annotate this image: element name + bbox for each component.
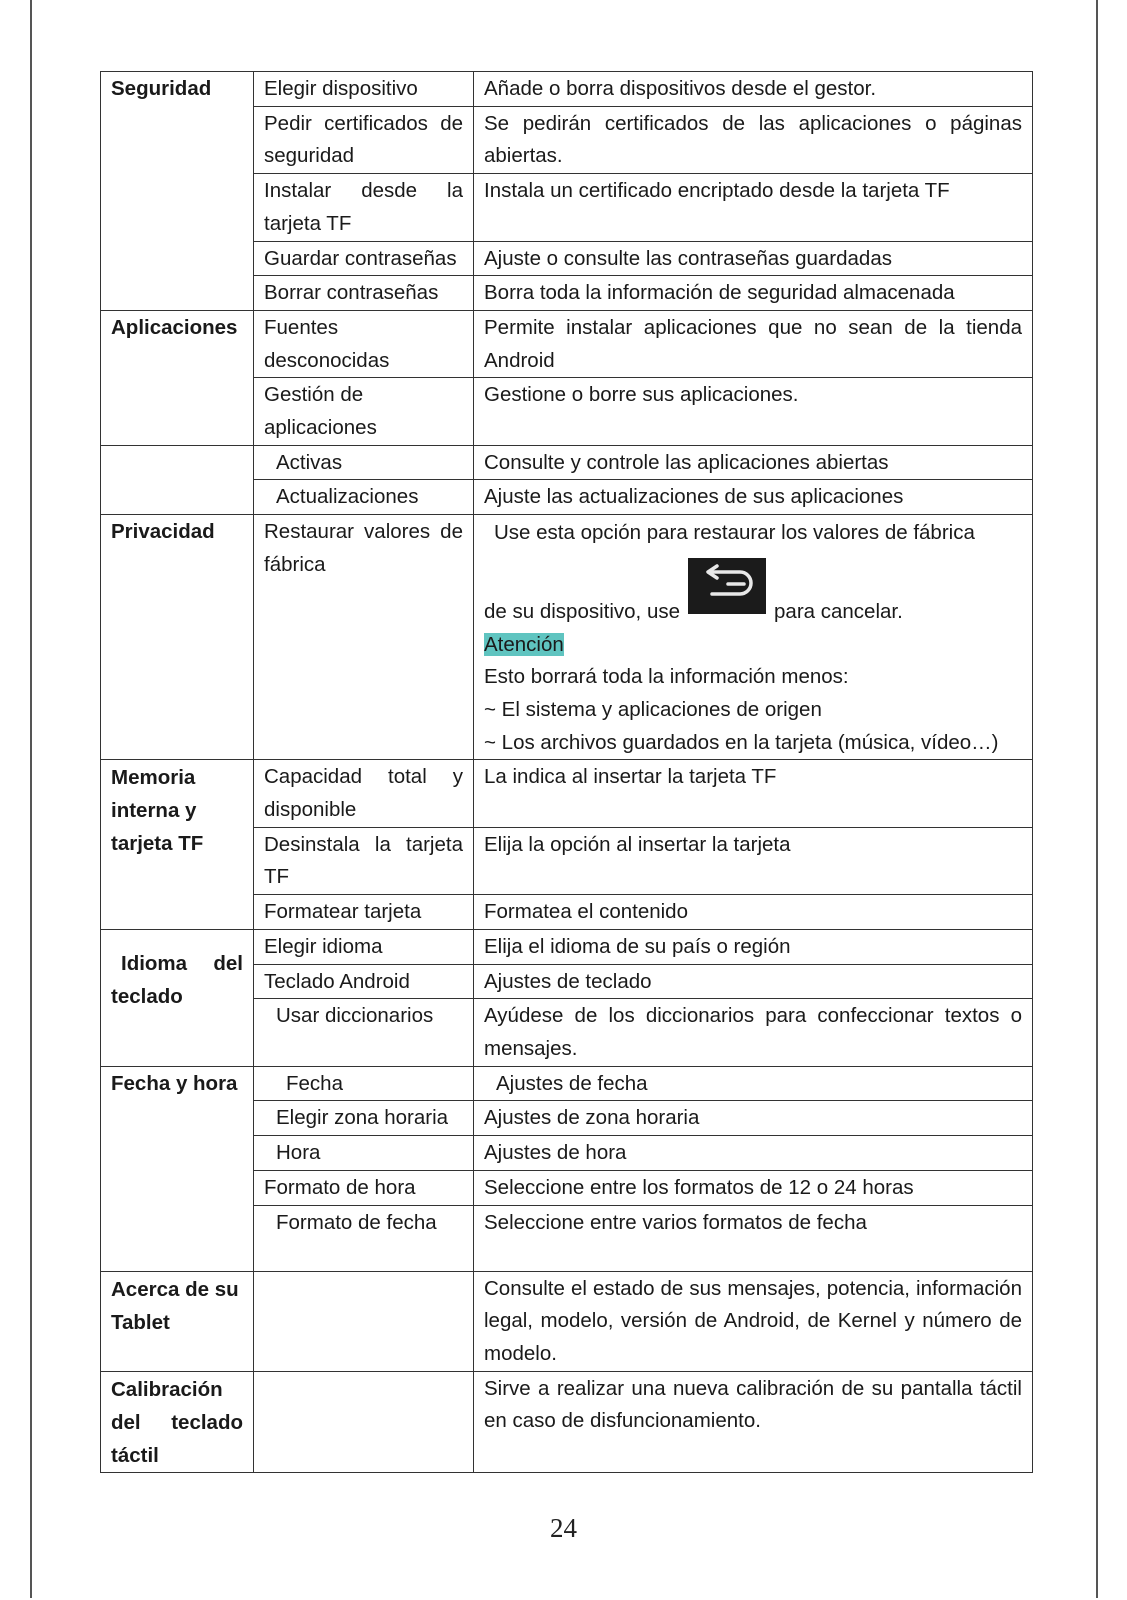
restore-description-line: Esto borrará toda la información menos:	[484, 665, 849, 689]
description-cell: Seleccione entre los formatos de 12 o 24 horas	[474, 1170, 1033, 1205]
category-privacidad: Privacidad	[101, 515, 254, 760]
description-cell: Borra toda la información de seguridad almacenada	[474, 276, 1033, 311]
option-cell: Formatear tarjeta	[254, 895, 474, 930]
option-cell: Guardar contraseñas	[254, 241, 474, 276]
table-row	[101, 929, 1033, 964]
option-cell: Formato de hora	[254, 1170, 474, 1205]
description-cell: Ajustes de zona horaria	[474, 1101, 1033, 1136]
description-cell: Ajuste o consulte las contraseñas guardadas	[474, 241, 1033, 276]
description-cell: Permite instalar aplicaciones que no sean de la tienda Android	[474, 310, 1033, 377]
description-cell: Consulte el estado de sus mensajes, potencia, información legal, modelo, versión de Android, de Kernel y número de modelo.	[474, 1271, 1033, 1371]
option-cell: Formato de fecha	[254, 1205, 474, 1271]
category-idioma	[101, 929, 254, 1066]
option-cell: Elegir dispositivo	[254, 72, 474, 107]
category-seguridad: Seguridad	[101, 72, 254, 311]
empty-option-cell	[254, 1371, 474, 1472]
description-cell: Gestione o borre sus aplicaciones.	[474, 378, 1033, 445]
option-cell: Fuentes desconocidas	[254, 310, 474, 377]
restore-description-line: Use esta opción para restaurar los valores de fábrica	[494, 521, 975, 545]
option-cell: Fecha	[254, 1066, 474, 1101]
table-row	[101, 72, 1033, 107]
option-cell: Elegir zona horaria	[254, 1101, 474, 1136]
category-memoria: Memoria interna y tarjeta TF	[101, 760, 254, 930]
option-cell: Capacidad total y disponible	[254, 760, 474, 827]
option-cell: Gestión de aplicaciones	[254, 378, 474, 445]
table-row	[101, 1371, 1033, 1472]
description-cell: Añade o borra dispositivos desde el gestor.	[474, 72, 1033, 107]
category-aplicaciones: Aplicaciones	[101, 310, 254, 445]
description-cell: Ajustes de teclado	[474, 964, 1033, 999]
option-cell: Actualizaciones	[254, 480, 474, 515]
option-cell: Desinstala la tarjeta TF	[254, 827, 474, 894]
category-fecha: Fecha y hora	[101, 1066, 254, 1271]
description-cell: Sirve a realizar una nueva calibración de su pantalla táctil en caso de disfuncionamiento.	[474, 1371, 1033, 1472]
warning-line	[484, 629, 1022, 662]
option-cell: Instalar desde la tarjeta TF	[254, 174, 474, 241]
description-cell: Consulte y controle las aplicaciones abiertas	[474, 445, 1033, 480]
table-row	[101, 1066, 1033, 1101]
option-cell: Restaurar valores de fábrica	[254, 515, 474, 760]
table-row	[101, 515, 1033, 760]
description-cell: Elija la opción al insertar la tarjeta	[474, 827, 1033, 894]
description-cell: Seleccione entre varios formatos de fecha	[474, 1205, 1033, 1271]
description-cell: Ajustes de hora	[474, 1136, 1033, 1171]
empty-category-cell	[101, 445, 254, 514]
back-arrow-icon	[688, 558, 766, 614]
description-cell: Ayúdese de los diccionarios para confeccionar textos o mensajes.	[474, 999, 1033, 1066]
description-cell: Ajustes de fecha	[474, 1066, 1033, 1101]
description-cell: Elija el idioma de su país o región	[474, 929, 1033, 964]
description-cell: Instala un certificado encriptado desde la tarjeta TF	[474, 174, 1033, 241]
description-cell	[474, 515, 1033, 760]
description-cell: La indica al insertar la tarjeta TF	[474, 760, 1033, 827]
description-cell: Ajuste las actualizaciones de sus aplicaciones	[474, 480, 1033, 515]
empty-option-cell	[254, 1271, 474, 1371]
description-cell: Formatea el contenido	[474, 895, 1033, 930]
restore-description-line: ~ Los archivos guardados en la tarjeta (música, vídeo…)	[484, 730, 999, 754]
page-number: 24	[550, 1513, 577, 1543]
option-cell: Activas	[254, 445, 474, 480]
description-cell: Se pedirán certificados de las aplicaciones o páginas abiertas.	[474, 106, 1033, 173]
warning-label: Atención	[484, 632, 564, 656]
table-row	[101, 760, 1033, 827]
option-cell: Borrar contraseñas	[254, 276, 474, 311]
category-idioma-line: Idioma del	[121, 951, 243, 975]
restore-cancel-line	[484, 564, 1022, 629]
option-cell: Teclado Android	[254, 964, 474, 999]
settings-table	[100, 71, 1033, 1473]
table-row	[101, 1271, 1033, 1371]
table-row	[101, 310, 1033, 377]
option-cell: Elegir idioma	[254, 929, 474, 964]
restore-description-line: ~ El sistema y aplicaciones de origen	[484, 697, 822, 721]
category-acerca: Acerca de su Tablet	[101, 1271, 254, 1371]
option-cell: Hora	[254, 1136, 474, 1171]
category-calibracion: Calibración del teclado táctil	[101, 1371, 254, 1472]
category-idioma-line: teclado	[111, 984, 183, 1008]
option-cell: Pedir certificados de seguridad	[254, 106, 474, 173]
restore-cancel-text: para cancelar.	[774, 599, 903, 623]
table-row	[101, 445, 1033, 480]
restore-cancel-text: de su dispositivo, use	[484, 599, 681, 623]
option-cell: Usar diccionarios	[254, 999, 474, 1066]
